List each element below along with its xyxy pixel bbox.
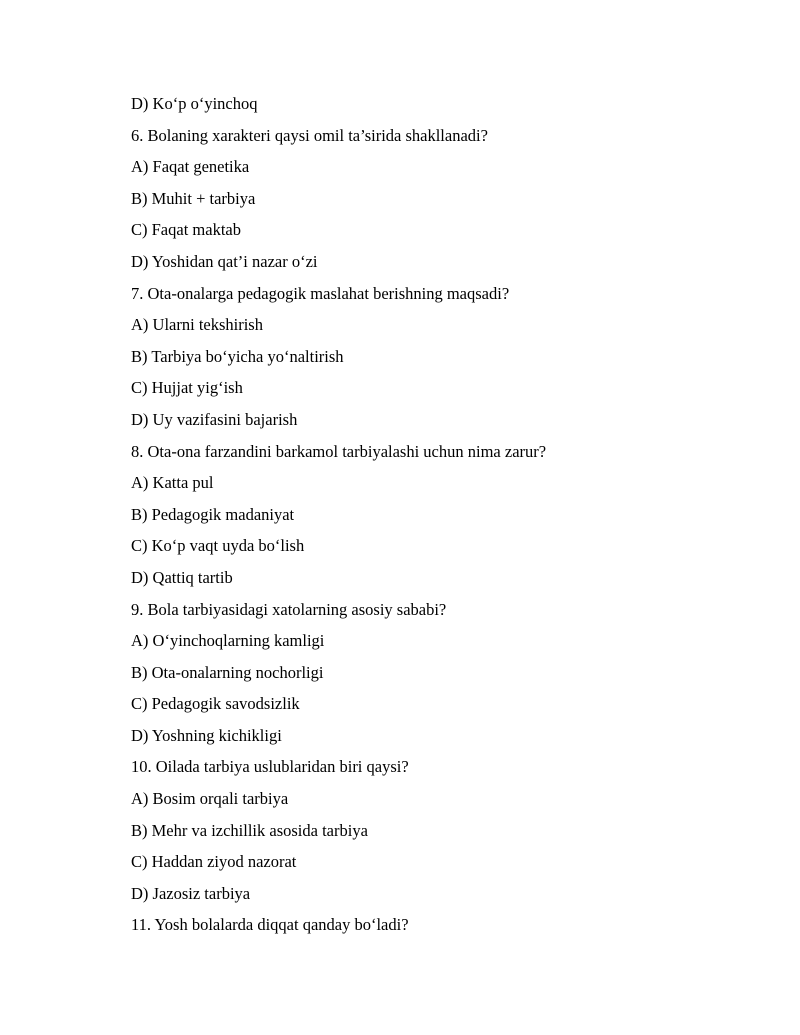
- answer-option: C) Haddan ziyod nazorat: [131, 852, 297, 872]
- answer-option: D) Qattiq tartib: [131, 567, 233, 587]
- answer-option: C) Pedagogik savodsizlik: [131, 694, 300, 714]
- question-text: 10. Oilada tarbiya uslublaridan biri qaysi?: [131, 757, 409, 777]
- answer-option: D) Yoshning kichikligi: [131, 725, 282, 745]
- question-list: [131, 92, 546, 945]
- answer-option: B) Tarbiya bo‘yicha yo‘naltirish: [131, 346, 344, 366]
- answer-option: D) Uy vazifasini bajarish: [131, 409, 298, 429]
- answer-option: A) Bosim orqali tarbiya: [131, 789, 289, 809]
- answer-option: A) Ularni tekshirish: [131, 315, 263, 335]
- question-text: 7. Ota-onalarga pedagogik maslahat berishning maqsadi?: [131, 283, 510, 303]
- answer-option: C) Ko‘p vaqt uyda bo‘lish: [131, 536, 305, 556]
- answer-option: C) Hujjat yig‘ish: [131, 378, 243, 398]
- answer-option: D) Jazosiz tarbiya: [131, 883, 251, 903]
- answer-option: B) Mehr va izchillik asosida tarbiya: [131, 820, 368, 840]
- answer-option: A) Faqat genetika: [131, 157, 250, 177]
- answer-option: C) Faqat maktab: [131, 220, 241, 240]
- answer-option: D) Yoshidan qat’i nazar o‘zi: [131, 251, 318, 271]
- question-text: 11. Yosh bolalarda diqqat qanday bo‘ladi?: [131, 915, 409, 935]
- answer-option: D) Ko‘p o‘yinchoq: [131, 94, 258, 113]
- answer-option: B) Muhit + tarbiya: [131, 188, 256, 208]
- answer-option: A) Katta pul: [131, 473, 214, 493]
- answer-option: B) Pedagogik madaniyat: [131, 504, 295, 524]
- question-text: 6. Bolaning xarakteri qaysi omil ta’sirida shakllanadi?: [131, 125, 488, 145]
- answer-option: B) Ota-onalarning nochorligi: [131, 662, 324, 682]
- question-text: 9. Bola tarbiyasidagi xatolarning asosiy sababi?: [131, 599, 447, 619]
- question-text: 8. Ota-ona farzandini barkamol tarbiyalashi uchun nima zarur?: [131, 441, 547, 461]
- answer-option: A) O‘yinchoqlarning kamligi: [131, 631, 325, 651]
